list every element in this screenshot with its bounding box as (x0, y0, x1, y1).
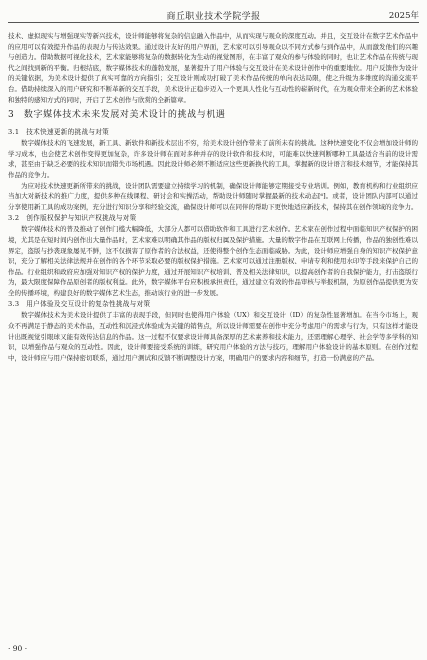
subsection-heading: 3.1 技术快速更新的挑战与对策 (8, 128, 110, 137)
paragraph: 为应对技术快速更新所带来的挑战，设计团队需要建立持续学习的机制，确保设计师能够定期接受专业培训。例如，教育机构和行业组织应当加大对新技术的推广力度，提供多种在线课程、研讨会和实操活动，帮助设计师随时掌握最新的技术动态[⁶]。或者，设计团队内部可以通过分享使用新工具的成功案例，充分进行知识分享和经验交流，确保设计师可以在同伴的帮助下更快地适应新技术，保持其在创作领域的竞争力。 (8, 181, 418, 211)
section-heading: 3 数字媒体技术未来发展对美术设计的挑战与机遇 (8, 110, 226, 121)
journal-title: 商丘职业技术学院学报 (166, 12, 261, 22)
paragraph: 数字媒体技术的普及推动了创作门槛大幅降低，大部分人都可以借助软件和工具进行艺术创作。艺术家在创作过程中面临知识产权保护的困境，尤其是在短时间内创作出大量作品时，艺术家难以明确其作品的版权归属及保护措施。大量的数字作品在互联网上传播，作品的独创性难以界定，盗版与抄袭现象屡见不鲜，这不仅损害了原作者的合法权益，还使得整个创作生态面临威胁。为此，设计师应增强自身的知识产权保护意识，充分了解相关法律法规并在创作的各个环节采取必要的版权保护措施。艺术家可以通过注册版权、申请专利和使用水印等手段来保护自己的作品。行业组织和政府应加强对知识产权的保护力度，通过开展知识产权培训、普及相关法律知识，以提高创作者的自我保护能力，打击盗版行为，最大限度保障作品原创者的版权利益。此外，数字媒体平台应积极承担责任，通过建立有效的作品审核与举报机制，为原创作品提供更为安全的传播环境，构建良好的数字媒体艺术生态，推动该行业的进一步发展。 (8, 225, 418, 297)
journal-year: 2025年 (388, 11, 419, 21)
running-header (0, 0, 427, 22)
article-body (8, 31, 418, 363)
header-rule (8, 22, 419, 23)
page-number: · 90 · (8, 644, 28, 653)
subsection-heading: 3.2 创作版权保护与知识产权挑战与对策 (8, 214, 137, 223)
paragraph: 数字媒体技术为美术设计提供了丰富的表现手段，但同时也使得用户体验（UX）和交互设计（ID）的复杂性显著增加。在当今市场上，观众不再满足于静态的美术作品，互动性和沉浸式体验成为关键的销售点，所以设计师需要在创作中充分考虑用户的需求与行为，只有这样才能设计出既视觉引眼球又能有效传达信息的作品。这一过程不仅要求设计师具备深厚的艺术素养和技术能力，还需理解心理学、社会学等多学科的知识，以增强作品与观众的互动性。因此，设计师要接受系统的训练，研究用户体验的方法与技巧，理解用户体验设计的基本原则。在创作过程中，设计师应与用户保持密切联系，通过用户测试和反馈不断调整设计方案，明确用户的要求内容和细节，打造一份满意的产品。 (8, 311, 418, 362)
paragraph: 数字媒体技术的飞速发展，新工具、新软件和新技术层出不穷，给美术设计创作带来了前所未有的挑战。这种快速变化不仅会增加设计师的学习成本，也会使艺术创作变得更加复杂，许多设计师在面对多种并存的设计软件和技术时，可能难以快速判断哪种工具最适合当前的设计需求，甚至由于缺乏必要的技术知识而错失市场机遇。因此设计师必须不断适应这些更新换代的工具，掌握新的设计语言和技术细节，才能保持其作品的竞争力。 (8, 139, 418, 179)
paragraph: 技术、虚拟现实与增强现实等新兴技术，设计师能够将复杂的信息融入作品中，从而实现与观众的深度互动。并且，交互设计在数字艺术作品中的应用可以有效提升作品的表现力与传达效果。通过设计友好的用户界面，艺术家可以引导观众以不同方式参与到作品中，从而激发他们的兴趣与创造力。借助数据可视化技术，艺术家能够将复杂的数据转化为生动的视觉图形，在丰富了观众的参与体验的同时，也让艺术作品在传统与现代之间找到新的平衡。归根结底，数字媒体技术的蓬勃发展，显著提升了用户体验与交互设计在美术设计创作中的重要地位。用户反馈作为设计的关键依据，为美术设计提供了真实可靠的方向指引；交互设计则成功打破了美术作品传统的单向表达局限，使之升级为多维度的沟通交流平台。借助持续深入的用户研究和不断革新的交互手段，美术设计正稳步迈入一个更具人性化与互动性的崭新时代，在为观众带来全新的艺术体验和独特的感知方式的同时，开启了艺术创作与欣赏的全新篇章。 (8, 32, 418, 104)
subsection-heading: 3.3 用户体验及交互设计的复杂性挑战与对策 (8, 300, 151, 309)
